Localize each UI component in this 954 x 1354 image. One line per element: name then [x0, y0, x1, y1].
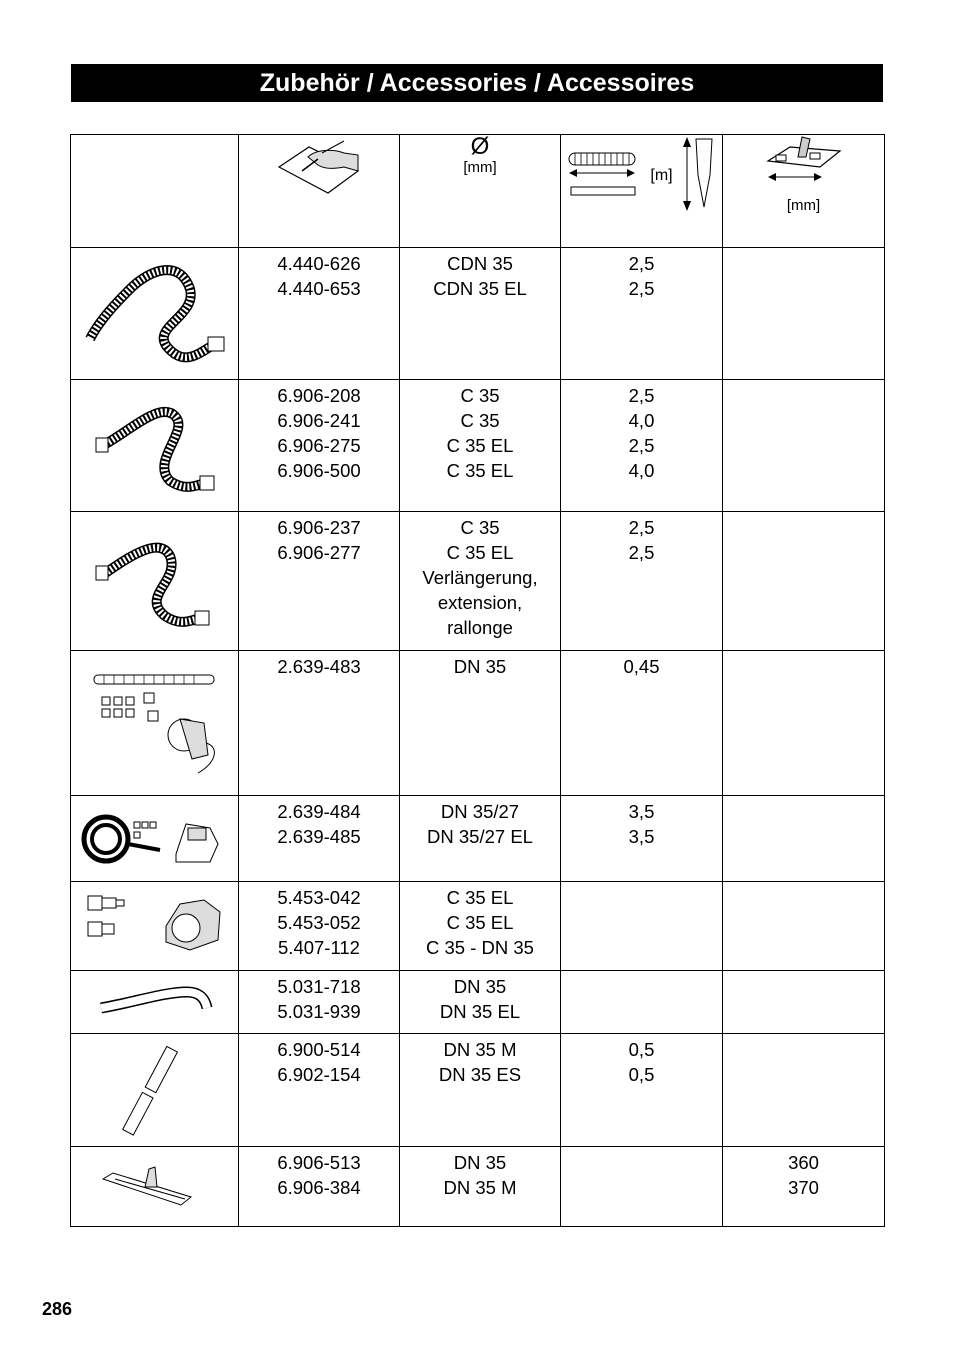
order-number-cell — [239, 1147, 400, 1227]
length-value: 0,5 — [628, 1064, 655, 1085]
type-cell — [400, 248, 561, 380]
order-number-cell — [239, 651, 400, 796]
order-number-cell — [239, 971, 400, 1034]
length-value: 2,5 — [628, 385, 655, 406]
type-cell — [400, 796, 561, 882]
length-unit: [m] — [650, 166, 673, 184]
table-row — [71, 971, 885, 1034]
accessories-table — [70, 134, 885, 1227]
type-value: C 35 - DN 35 — [426, 937, 534, 958]
length-value: 2,5 — [628, 253, 655, 274]
floor-nozzle-icon — [71, 1157, 238, 1217]
type-value: CDN 35 — [447, 253, 513, 274]
order-number-value: 5.453-052 — [277, 912, 361, 933]
table-row — [71, 1034, 885, 1147]
order-number-value: 6.906-500 — [277, 460, 361, 481]
width-cell — [723, 651, 885, 796]
order-number-value: 6.906-275 — [277, 435, 361, 456]
type-value: DN 35 EL — [439, 1001, 521, 1022]
length-cell — [561, 248, 723, 380]
order-number-value: 2.639-485 — [277, 826, 361, 847]
diameter-symbol: Ø — [470, 133, 490, 160]
accessory-image-cell — [71, 651, 239, 796]
width-cell — [723, 796, 885, 882]
type-value: CDN 35 EL — [433, 278, 527, 299]
table-row — [71, 1147, 885, 1227]
length-cell — [561, 1034, 723, 1147]
length-cell — [561, 971, 723, 1034]
order-number-value: 6.906-277 — [277, 542, 361, 563]
length-cell — [561, 1147, 723, 1227]
type-value: DN 35 ES — [438, 1064, 522, 1085]
order-number-value: 5.031-718 — [277, 976, 361, 997]
header-length-cell — [561, 135, 723, 248]
type-value: rallonge — [447, 617, 513, 638]
sander-hose-kit-icon — [71, 804, 238, 874]
table-row — [71, 651, 885, 796]
type-value: DN 35/27 EL — [427, 826, 533, 847]
length-cell — [561, 882, 723, 971]
length-value: 2,5 — [628, 278, 655, 299]
type-value: Verlängerung, — [422, 567, 538, 588]
type-value: DN 35 M — [443, 1039, 517, 1060]
width-cell — [723, 512, 885, 651]
width-unit: [mm] — [786, 197, 821, 214]
type-value: DN 35 — [453, 976, 507, 997]
header-width-cell — [723, 135, 885, 248]
width-value: 370 — [788, 1177, 819, 1198]
type-cell — [400, 882, 561, 971]
width-cell — [723, 1147, 885, 1227]
length-cell — [561, 512, 723, 651]
width-cell — [723, 248, 885, 380]
type-value: C 35 — [460, 517, 500, 538]
extension-hose-icon — [71, 526, 238, 636]
length-value: 2,5 — [628, 542, 655, 563]
table-row — [71, 248, 885, 380]
table-row — [71, 512, 885, 651]
diameter-unit: [mm] — [463, 159, 497, 176]
type-value: C 35 EL — [446, 460, 514, 481]
length-value: 0,45 — [623, 656, 660, 677]
order-number-value: 5.031-939 — [277, 1001, 361, 1022]
accessory-image-cell — [71, 1147, 239, 1227]
type-cell — [400, 651, 561, 796]
header-order-number-cell — [239, 135, 400, 248]
order-number-cell — [239, 1034, 400, 1147]
length-value: 3,5 — [628, 826, 655, 847]
width-cell — [723, 380, 885, 512]
accessory-image-cell — [71, 1034, 239, 1147]
accessory-image-cell — [71, 380, 239, 512]
order-number-value: 5.453-042 — [277, 887, 361, 908]
table-row — [71, 796, 885, 882]
accessory-image-cell — [71, 512, 239, 651]
type-cell — [400, 512, 561, 651]
length-cell — [561, 651, 723, 796]
order-number-value: 6.906-241 — [277, 410, 361, 431]
type-value: DN 35 M — [443, 1177, 517, 1198]
length-value: 4,0 — [628, 460, 655, 481]
type-value: extension, — [437, 592, 523, 613]
accessory-image-cell — [71, 796, 239, 882]
width-cell — [723, 971, 885, 1034]
length-value: 2,5 — [628, 435, 655, 456]
length-value: 3,5 — [628, 801, 655, 822]
hose-icon — [71, 391, 238, 501]
length-value: 0,5 — [628, 1039, 655, 1060]
order-number-value: 6.906-208 — [277, 385, 361, 406]
adapter-sleeves-icon — [71, 886, 238, 966]
order-number-value: 5.407-112 — [278, 937, 360, 958]
length-value: 4,0 — [628, 410, 655, 431]
hose-length-icon — [567, 145, 641, 205]
bent-tube-icon — [71, 982, 238, 1022]
table-row — [71, 882, 885, 971]
order-number-value: 2.639-484 — [277, 801, 361, 822]
floor-nozzle-width-icon — [762, 135, 846, 191]
type-cell — [400, 1147, 561, 1227]
hand-writing-icon — [274, 135, 364, 199]
width-cell — [723, 1034, 885, 1147]
type-value: C 35 EL — [446, 912, 514, 933]
table-row — [71, 380, 885, 512]
hose-with-bent-handle-icon — [71, 259, 238, 369]
tube-length-icon — [682, 135, 716, 215]
order-number-cell — [239, 248, 400, 380]
type-value: C 35 EL — [446, 887, 514, 908]
order-number-value: 6.902-154 — [277, 1064, 361, 1085]
order-number-cell — [239, 882, 400, 971]
length-cell — [561, 796, 723, 882]
power-tool-adapter-kit-icon — [71, 663, 238, 783]
order-number-value: 2.639-483 — [277, 656, 361, 677]
order-number-value: 4.440-653 — [277, 278, 361, 299]
header-image-cell — [71, 135, 239, 248]
order-number-value: 6.906-384 — [277, 1177, 361, 1198]
type-cell — [400, 380, 561, 512]
length-cell — [561, 380, 723, 512]
order-number-value: 6.906-513 — [277, 1152, 361, 1173]
accessory-image-cell — [71, 971, 239, 1034]
order-number-value: 4.440-626 — [277, 253, 361, 274]
width-cell — [723, 882, 885, 971]
type-value: DN 35 — [453, 656, 507, 677]
length-value: 2,5 — [628, 517, 655, 538]
order-number-cell — [239, 796, 400, 882]
type-cell — [400, 971, 561, 1034]
width-value: 360 — [788, 1152, 819, 1173]
order-number-value: 6.900-514 — [277, 1039, 361, 1060]
type-value: C 35 EL — [446, 435, 514, 456]
extension-tubes-icon — [71, 1040, 238, 1140]
type-value: C 35 — [460, 385, 500, 406]
type-value: C 35 — [460, 410, 500, 431]
order-number-cell — [239, 512, 400, 651]
type-value: DN 35 — [453, 1152, 507, 1173]
header-diameter-cell — [400, 135, 561, 248]
page-title: Zubehör / Accessories / Accessoires — [71, 64, 883, 102]
type-value: DN 35/27 — [440, 801, 520, 822]
type-cell — [400, 1034, 561, 1147]
page-number: 286 — [42, 1299, 73, 1319]
accessory-image-cell — [71, 248, 239, 380]
type-value: C 35 EL — [446, 542, 514, 563]
order-number-value: 6.906-237 — [277, 517, 361, 538]
accessory-image-cell — [71, 882, 239, 971]
table-header-row — [71, 135, 885, 248]
order-number-cell — [239, 380, 400, 512]
